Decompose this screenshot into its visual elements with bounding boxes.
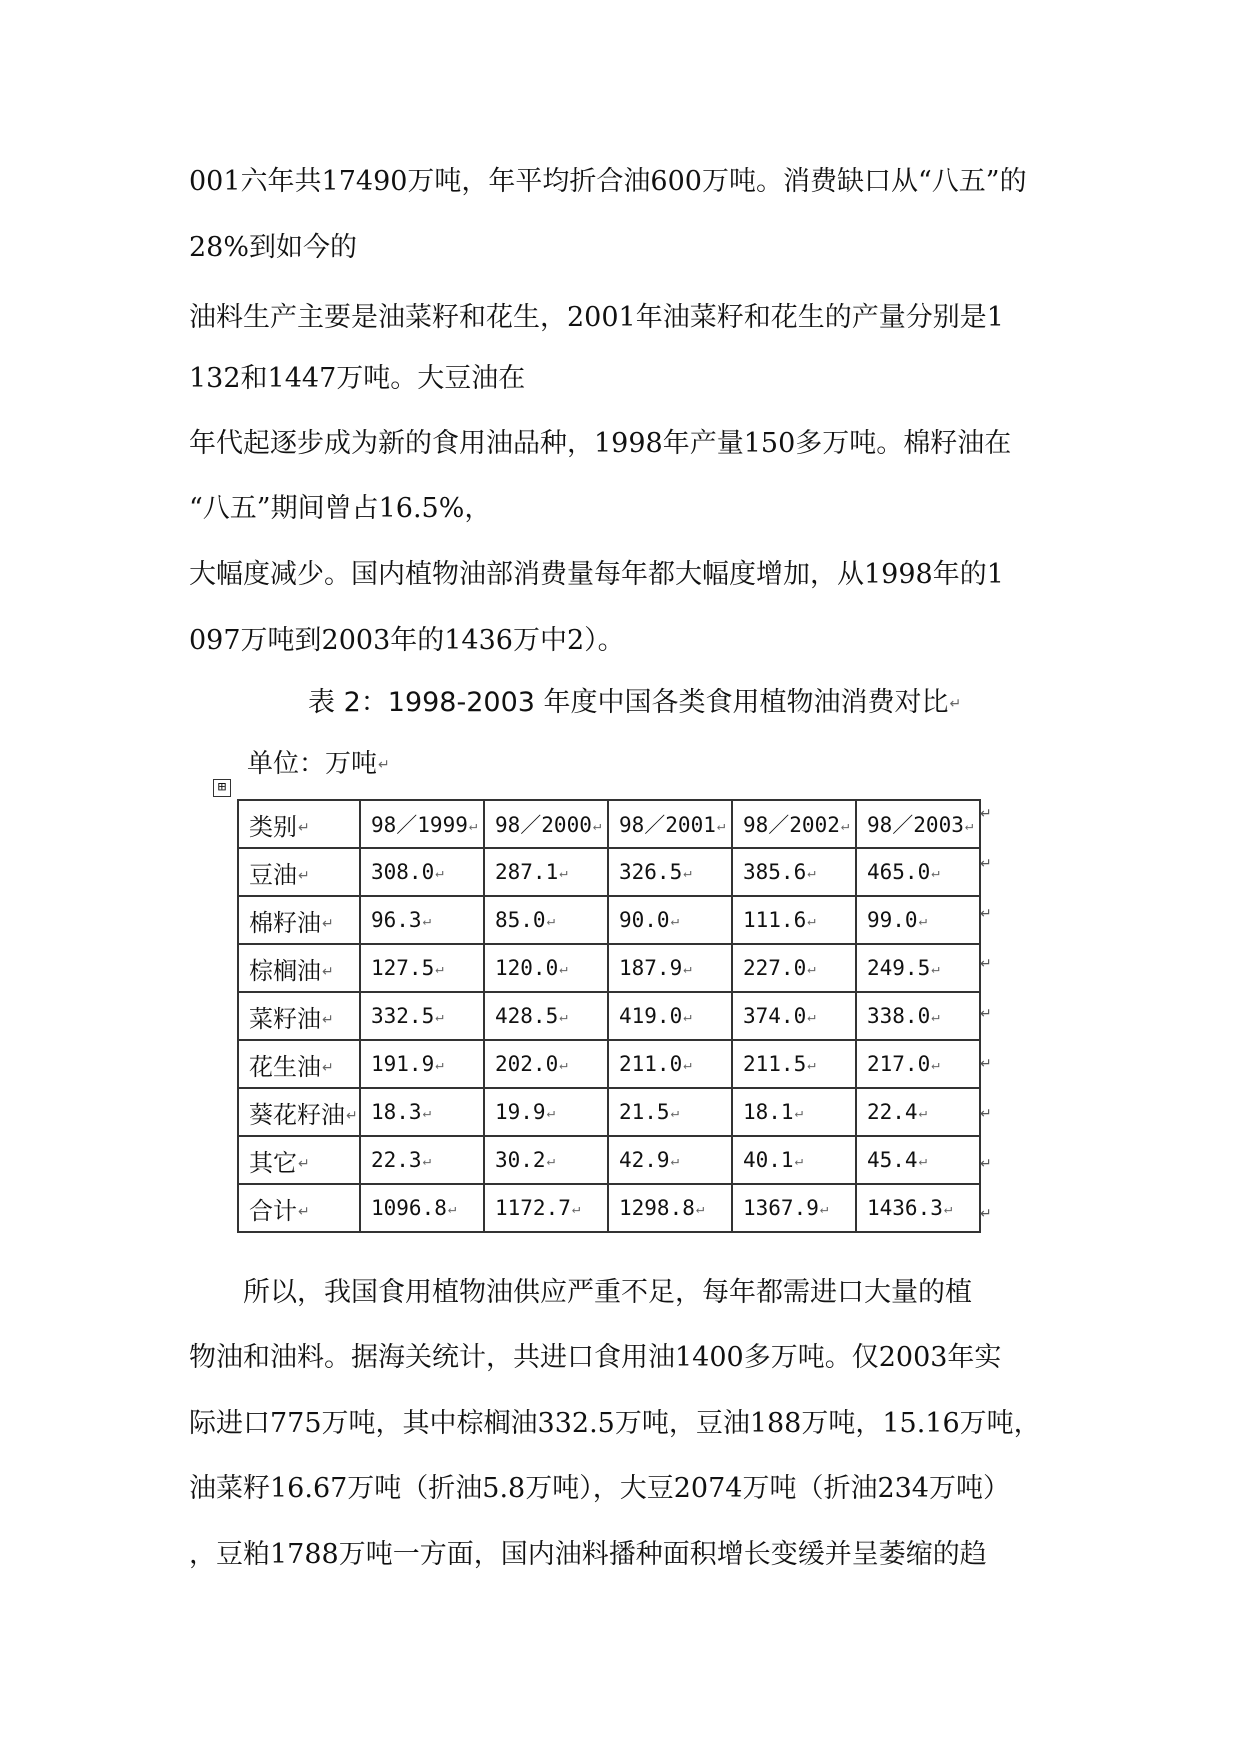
cell-end-mark: ↵ bbox=[571, 1201, 581, 1217]
cell-text: 99.0 bbox=[867, 908, 918, 932]
paragraph-line: 28%到如今的 bbox=[189, 232, 358, 263]
paragraph-line: 大幅度减少。国内植物油部消费量每年都大幅度增加，从1998年的1 bbox=[189, 559, 1004, 590]
category-cell[interactable] bbox=[238, 1088, 360, 1136]
table-row bbox=[238, 1040, 980, 1088]
row-end-mark: ↵ bbox=[980, 1206, 992, 1222]
cell-text: 合计 bbox=[249, 1196, 297, 1225]
cell-end-mark: ↵ bbox=[559, 865, 568, 881]
row-end-marks bbox=[980, 799, 992, 1249]
cell-end-mark: ↵ bbox=[468, 818, 478, 834]
paragraph-line: 001六年共17490万吨，年平均折合油600万吨。消费缺口从“八五”的 bbox=[189, 166, 1027, 197]
cell-end-mark: ↵ bbox=[807, 913, 816, 929]
cell-text: 30.2 bbox=[495, 1148, 546, 1172]
row-end-mark: ↵ bbox=[980, 806, 992, 822]
value-cell[interactable] bbox=[732, 1088, 856, 1136]
cell-end-mark: ↵ bbox=[322, 963, 334, 980]
cell-end-mark: ↵ bbox=[819, 1201, 829, 1217]
value-cell[interactable] bbox=[360, 1136, 484, 1184]
cell-end-mark: ↵ bbox=[670, 1153, 680, 1169]
cell-text: 其它 bbox=[249, 1148, 297, 1177]
cell-end-mark: ↵ bbox=[683, 961, 692, 977]
table-row bbox=[238, 896, 980, 944]
value-cell[interactable] bbox=[484, 1136, 608, 1184]
cell-end-mark: ↵ bbox=[918, 1105, 928, 1121]
cell-end-mark: ↵ bbox=[435, 961, 444, 977]
cell-text: 287.1 bbox=[495, 860, 559, 884]
paragraph-line: 油料生产主要是油菜籽和花生，2001年油菜籽和花生的产量分别是1 bbox=[189, 302, 1004, 333]
cell-text: 428.5 bbox=[495, 1004, 559, 1028]
cell-text: 217.0 bbox=[867, 1052, 931, 1076]
cell-end-mark: ↵ bbox=[592, 818, 602, 834]
cell-end-mark: ↵ bbox=[670, 1105, 680, 1121]
cell-end-mark: ↵ bbox=[435, 1009, 444, 1025]
cell-text: 249.5 bbox=[867, 956, 931, 980]
cell-text: 211.0 bbox=[619, 1052, 683, 1076]
cell-end-mark: ↵ bbox=[298, 1203, 310, 1220]
value-cell[interactable] bbox=[608, 1184, 732, 1232]
cell-end-mark: ↵ bbox=[931, 1057, 940, 1073]
paragraph-line: ，豆粕1788万吨一方面，国内油料播种面积增长变缓并呈萎缩的趋 bbox=[189, 1539, 987, 1570]
cell-text: 花生油 bbox=[249, 1052, 321, 1081]
paragraph-line: 132和1447万吨。大豆油在 bbox=[189, 363, 526, 394]
cell-text: 22.3 bbox=[371, 1148, 422, 1172]
category-cell[interactable] bbox=[238, 1040, 360, 1088]
cell-text: 338.0 bbox=[867, 1004, 931, 1028]
cell-text: 豆油 bbox=[249, 860, 297, 889]
cell-end-mark: ↵ bbox=[794, 1153, 804, 1169]
cell-text: 葵花籽油 bbox=[249, 1100, 345, 1129]
row-end-mark: ↵ bbox=[980, 1156, 992, 1172]
cell-text: 120.0 bbox=[495, 956, 559, 980]
value-cell[interactable] bbox=[484, 1184, 608, 1232]
value-cell[interactable] bbox=[608, 1136, 732, 1184]
cell-end-mark: ↵ bbox=[546, 913, 556, 929]
cell-text: 211.5 bbox=[743, 1052, 807, 1076]
category-cell[interactable] bbox=[238, 896, 360, 944]
cell-end-mark: ↵ bbox=[918, 913, 928, 929]
value-cell[interactable] bbox=[608, 1088, 732, 1136]
cell-text: 98／2002 bbox=[743, 813, 840, 837]
cell-text: 308.0 bbox=[371, 860, 435, 884]
value-cell[interactable] bbox=[856, 848, 980, 896]
cell-end-mark: ↵ bbox=[918, 1153, 928, 1169]
value-cell[interactable] bbox=[484, 992, 608, 1040]
cell-text: 棕榈油 bbox=[249, 956, 321, 985]
paragraph-line: 所以，我国食用植物油供应严重不足，每年都需进口大量的植 bbox=[243, 1277, 972, 1308]
cell-end-mark: ↵ bbox=[670, 913, 680, 929]
table-move-handle-icon[interactable]: ⊞ bbox=[213, 779, 231, 797]
table-header-cell[interactable] bbox=[732, 800, 856, 848]
table-row bbox=[238, 992, 980, 1040]
value-cell[interactable] bbox=[608, 992, 732, 1040]
cell-text: 菜籽油 bbox=[249, 1004, 321, 1033]
cell-end-mark: ↵ bbox=[422, 1105, 432, 1121]
cell-text: 332.5 bbox=[371, 1004, 435, 1028]
table-header-cell[interactable] bbox=[856, 800, 980, 848]
cell-text: 18.3 bbox=[371, 1100, 422, 1124]
cell-text: 227.0 bbox=[743, 956, 807, 980]
cell-text: 1172.7 bbox=[495, 1196, 571, 1220]
cell-end-mark: ↵ bbox=[683, 1057, 692, 1073]
cell-end-mark: ↵ bbox=[346, 1107, 358, 1124]
value-cell[interactable] bbox=[732, 1040, 856, 1088]
cell-end-mark: ↵ bbox=[546, 1105, 556, 1121]
value-cell[interactable] bbox=[484, 1040, 608, 1088]
cell-text: 465.0 bbox=[867, 860, 931, 884]
table-header-cell[interactable] bbox=[360, 800, 484, 848]
cell-end-mark: ↵ bbox=[435, 1057, 444, 1073]
value-cell[interactable] bbox=[856, 896, 980, 944]
cell-text: 45.4 bbox=[867, 1148, 918, 1172]
table-header-cell[interactable] bbox=[608, 800, 732, 848]
cell-end-mark: ↵ bbox=[943, 1201, 953, 1217]
cell-text: 98／2003 bbox=[867, 813, 964, 837]
value-cell[interactable] bbox=[732, 1136, 856, 1184]
value-cell[interactable] bbox=[856, 1088, 980, 1136]
cell-end-mark: ↵ bbox=[964, 818, 974, 834]
cell-text: 98／1999 bbox=[371, 813, 468, 837]
paragraph-mark: ↵ bbox=[949, 695, 962, 712]
cell-end-mark: ↵ bbox=[807, 961, 816, 977]
value-cell[interactable] bbox=[608, 1040, 732, 1088]
cell-end-mark: ↵ bbox=[931, 865, 940, 881]
table-row bbox=[238, 1088, 980, 1136]
paragraph-line: 物油和油料。据海关统计，共进口食用油1400多万吨。仅2003年实 bbox=[189, 1342, 1002, 1373]
value-cell[interactable] bbox=[484, 1088, 608, 1136]
cell-text: 19.9 bbox=[495, 1100, 546, 1124]
cell-end-mark: ↵ bbox=[716, 818, 726, 834]
category-cell[interactable] bbox=[238, 1136, 360, 1184]
value-cell[interactable] bbox=[732, 992, 856, 1040]
table-row bbox=[238, 1184, 980, 1232]
cell-end-mark: ↵ bbox=[683, 865, 692, 881]
cell-end-mark: ↵ bbox=[559, 961, 568, 977]
cell-end-mark: ↵ bbox=[435, 865, 444, 881]
value-cell[interactable] bbox=[608, 896, 732, 944]
cell-end-mark: ↵ bbox=[683, 1009, 692, 1025]
paragraph-line: 际进口775万吨，其中棕榈油332.5万吨，豆油188万吨，15.16万吨， bbox=[189, 1408, 1041, 1439]
category-cell[interactable] bbox=[238, 1184, 360, 1232]
cell-end-mark: ↵ bbox=[807, 865, 816, 881]
value-cell[interactable] bbox=[484, 896, 608, 944]
cell-end-mark: ↵ bbox=[298, 1155, 310, 1172]
cell-text: 111.6 bbox=[743, 908, 807, 932]
cell-text: 385.6 bbox=[743, 860, 807, 884]
cell-text: 1096.8 bbox=[371, 1196, 447, 1220]
cell-end-mark: ↵ bbox=[931, 1009, 940, 1025]
category-cell[interactable] bbox=[238, 992, 360, 1040]
cell-text: 22.4 bbox=[867, 1100, 918, 1124]
row-end-mark: ↵ bbox=[980, 906, 992, 922]
cell-text: 1436.3 bbox=[867, 1196, 943, 1220]
value-cell[interactable] bbox=[856, 992, 980, 1040]
table-unit-text: 单位：万吨 bbox=[247, 749, 378, 779]
value-cell[interactable] bbox=[856, 944, 980, 992]
cell-end-mark: ↵ bbox=[546, 1153, 556, 1169]
cell-end-mark: ↵ bbox=[840, 818, 850, 834]
row-end-mark: ↵ bbox=[980, 1006, 992, 1022]
value-cell[interactable] bbox=[856, 1184, 980, 1232]
cell-end-mark: ↵ bbox=[447, 1201, 457, 1217]
cell-end-mark: ↵ bbox=[794, 1105, 804, 1121]
cell-text: 42.9 bbox=[619, 1148, 670, 1172]
cell-text: 374.0 bbox=[743, 1004, 807, 1028]
cell-text: 419.0 bbox=[619, 1004, 683, 1028]
cell-end-mark: ↵ bbox=[298, 819, 310, 836]
paragraph-line: 年代起逐步成为新的食用油品种，1998年产量150多万吨。棉籽油在 bbox=[189, 428, 1012, 459]
value-cell[interactable] bbox=[360, 992, 484, 1040]
cell-end-mark: ↵ bbox=[559, 1057, 568, 1073]
table-row bbox=[238, 944, 980, 992]
cell-text: 1298.8 bbox=[619, 1196, 695, 1220]
table-row bbox=[238, 1136, 980, 1184]
value-cell[interactable] bbox=[732, 896, 856, 944]
table-header-cell[interactable] bbox=[484, 800, 608, 848]
cell-text: 98／2001 bbox=[619, 813, 716, 837]
cell-text: 202.0 bbox=[495, 1052, 559, 1076]
cell-text: 187.9 bbox=[619, 956, 683, 980]
table-header-row bbox=[238, 800, 980, 848]
cell-end-mark: ↵ bbox=[931, 961, 940, 977]
cell-text: 96.3 bbox=[371, 908, 422, 932]
row-end-mark: ↵ bbox=[980, 1056, 992, 1072]
cell-end-mark: ↵ bbox=[322, 1059, 334, 1076]
table-caption-text: 表 2：1998-2003 年度中国各类食用植物油消费对比 bbox=[308, 687, 949, 718]
value-cell[interactable] bbox=[484, 848, 608, 896]
cell-end-mark: ↵ bbox=[298, 867, 310, 884]
cell-text: 40.1 bbox=[743, 1148, 794, 1172]
category-cell[interactable] bbox=[238, 848, 360, 896]
cell-end-mark: ↵ bbox=[559, 1009, 568, 1025]
cell-end-mark: ↵ bbox=[807, 1009, 816, 1025]
value-cell[interactable] bbox=[732, 1184, 856, 1232]
value-cell[interactable] bbox=[360, 944, 484, 992]
table-unit bbox=[247, 748, 390, 781]
paragraph-line: 油菜籽16.67万吨（折油5.8万吨），大豆2074万吨（折油234万吨） bbox=[189, 1473, 1010, 1504]
category-cell[interactable] bbox=[238, 944, 360, 992]
cell-text: 21.5 bbox=[619, 1100, 670, 1124]
cell-end-mark: ↵ bbox=[322, 1011, 334, 1028]
value-cell[interactable] bbox=[360, 1184, 484, 1232]
value-cell[interactable] bbox=[856, 1040, 980, 1088]
cell-end-mark: ↵ bbox=[322, 915, 334, 932]
cell-text: 类别 bbox=[249, 812, 297, 841]
cell-text: 85.0 bbox=[495, 908, 546, 932]
row-end-mark: ↵ bbox=[980, 956, 992, 972]
cell-end-mark: ↵ bbox=[422, 1153, 432, 1169]
paragraph-mark: ↵ bbox=[378, 756, 390, 773]
row-end-mark: ↵ bbox=[980, 1106, 992, 1122]
cell-text: 98／2000 bbox=[495, 813, 592, 837]
cell-text: 326.5 bbox=[619, 860, 683, 884]
cell-end-mark: ↵ bbox=[695, 1201, 705, 1217]
cell-text: 127.5 bbox=[371, 956, 435, 980]
cell-end-mark: ↵ bbox=[422, 913, 432, 929]
cell-text: 191.9 bbox=[371, 1052, 435, 1076]
paragraph-line: 097万吨到2003年的1436万中2）。 bbox=[189, 625, 625, 656]
row-end-mark: ↵ bbox=[980, 856, 992, 872]
value-cell[interactable] bbox=[484, 944, 608, 992]
cell-text: 90.0 bbox=[619, 908, 670, 932]
value-cell[interactable] bbox=[360, 1040, 484, 1088]
cell-end-mark: ↵ bbox=[807, 1057, 816, 1073]
value-cell[interactable] bbox=[360, 896, 484, 944]
cell-text: 棉籽油 bbox=[249, 908, 321, 937]
table-row bbox=[238, 848, 980, 896]
value-cell[interactable] bbox=[360, 848, 484, 896]
paragraph-line: “八五”期间曾占16.5%， bbox=[189, 493, 492, 524]
table-header-cell[interactable] bbox=[238, 800, 360, 848]
value-cell[interactable] bbox=[732, 944, 856, 992]
value-cell[interactable] bbox=[732, 848, 856, 896]
value-cell[interactable] bbox=[360, 1088, 484, 1136]
value-cell[interactable] bbox=[608, 944, 732, 992]
cell-text: 18.1 bbox=[743, 1100, 794, 1124]
consumption-table bbox=[237, 799, 981, 1233]
value-cell[interactable] bbox=[856, 1136, 980, 1184]
value-cell[interactable] bbox=[608, 848, 732, 896]
cell-text: 1367.9 bbox=[743, 1196, 819, 1220]
